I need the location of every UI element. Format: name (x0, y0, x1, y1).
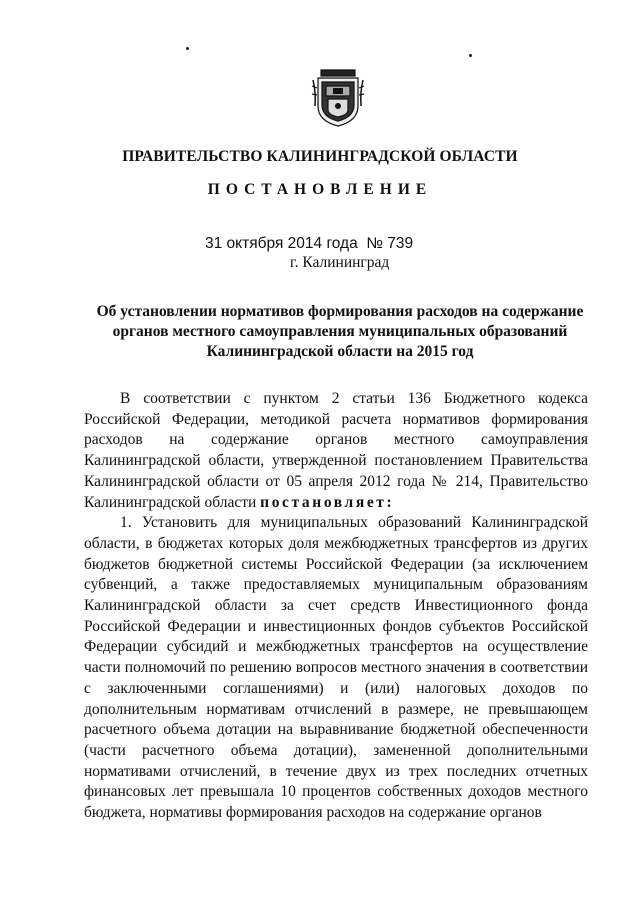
scan-dot (469, 54, 472, 57)
preamble-paragraph (84, 389, 588, 513)
subject-line: Калининградской области на 2015 год (206, 343, 474, 360)
scan-dot (186, 47, 189, 50)
coat-of-arms-icon (311, 66, 365, 128)
resolves-word: постановляет: (260, 493, 395, 511)
document-subject (90, 302, 590, 362)
document-number: № 739 (366, 235, 414, 252)
government-title: ПРАВИТЕЛЬСТВО КАЛИНИНГРАДСКОЙ ОБЛАСТИ (122, 148, 518, 165)
document-type: ПОСТАНОВЛЕНИЕ (207, 181, 433, 198)
document-date: 31 октября (205, 235, 284, 252)
preamble-text: В соответствии с пунктом 2 статьи 136 Бюджетного кодекса Российской Федерации, методикой расчета нормативов формирования расходов на содержание органов местного самоуправления Калининградской области, утвержденной постановлением Правительства Калининградской области от 05 апреля 2012 года № 214, Правительство Калининградской области (84, 390, 588, 511)
document-year: 2014 года (287, 235, 358, 252)
date-number-line (205, 235, 413, 253)
document-city: г. Калининград (290, 254, 390, 271)
document-body (84, 389, 588, 824)
subject-line: органов местного самоуправления муниципальных образований (112, 323, 568, 340)
subject-line: Об установлении нормативов формирования расходов на содержание (96, 303, 584, 320)
item-1-paragraph: 1. Установить для муниципальных образований Калининградской области, в бюджетах которых доля межбюджетных трансфертов из других бюджетов бюджетной системы Российской Федерации (за исключением субвенций, а также предоставляемых муниципальным образованиям Калининградской области за счет средств Инвестиционного фонда Российской Федерации и инвестиционных фондов субъектов Российской Федерации субсидий и межбюджетных трансфертов на осуществление части полномочий по решению вопросов местного значения в соответствии с заключенными соглашениями) и (или) налоговых доходов по дополнительным нормативам отчислений в размере, не превышающем расчетного объема дотации на выравнивание бюджетной обеспеченности (части расчетного объема дотации), замененной дополнительными нормативами отчислений, в течение двух из трех последних отчетных финансовых лет превышала 10 процентов собственных доходов местного бюджета, нормативы формирования расходов на содержание органов (84, 514, 588, 822)
